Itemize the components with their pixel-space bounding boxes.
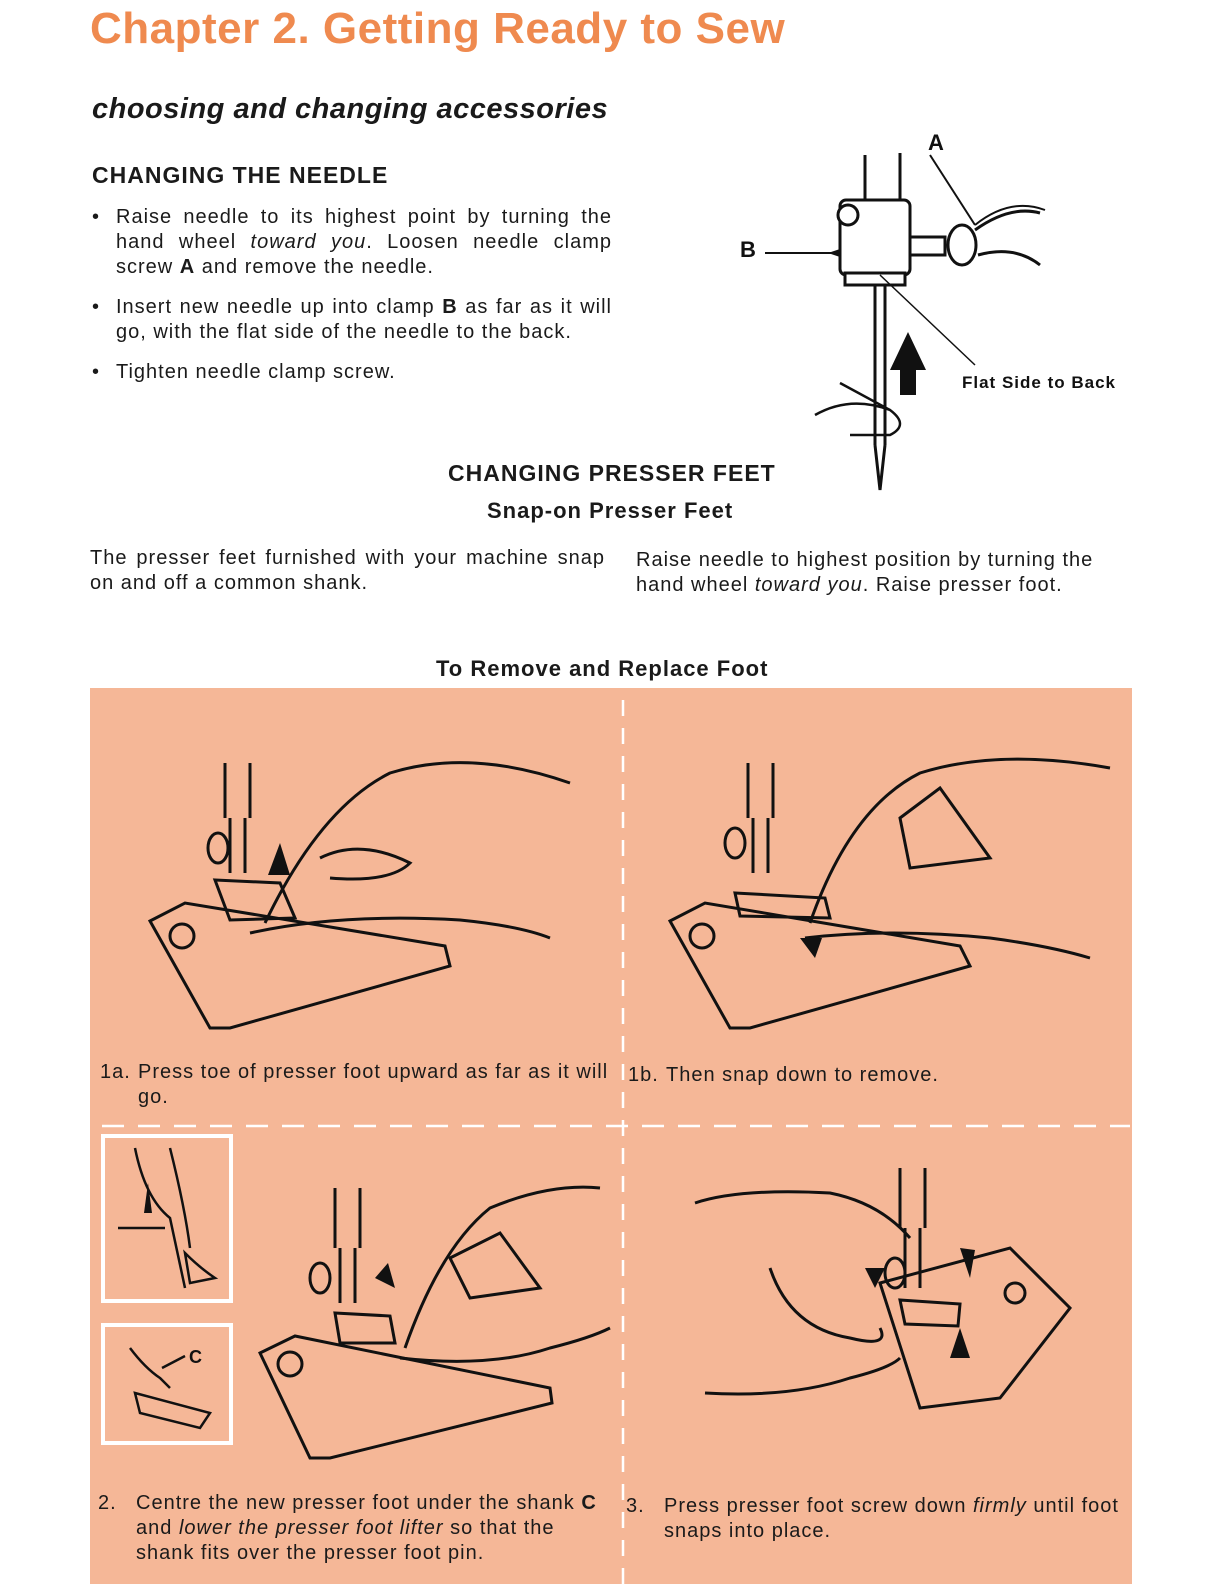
remove-replace-panel [90,688,1132,1584]
figure-label-b: B [740,237,756,262]
presser-feet-intro: The presser feet furnished with your machine snap on and off a common shank. [90,547,605,594]
caption-step-3: 3. Press presser foot screw down firmly until foot snaps into place. [626,1495,1119,1542]
caption-step-1b: 1b. Then snap down to remove. [628,1064,939,1086]
caption-step-2: 2. Centre the new presser foot under the shank C and lower the presser foot lifter so that the shank fits over the presser foot pin. [98,1492,597,1564]
caption-step-1a: 1a. Press toe of presser foot upward as far as it will go. [100,1061,609,1108]
step-1b-illustration [670,759,1110,1028]
needle-step-1: • Raise needle to its highest point by turning the hand wheel toward you. Loosen needle clamp screw A and remove the needle. [92,206,612,278]
figure-label-flat-side: Flat Side to Back [962,373,1116,392]
section-title: choosing and changing accessories [92,93,609,125]
step-1a-illustration [150,763,570,1028]
step-3-illustration [695,1168,1070,1408]
needle-heading: CHANGING THE NEEDLE [92,162,389,188]
remove-replace-heading: To Remove and Replace Foot [436,656,769,681]
bullet-icon: • [92,206,101,228]
bullet-icon: • [92,361,101,383]
chapter-title: Chapter 2. Getting Ready to Sew [90,4,786,53]
needle-clamp-illustration [740,125,1140,500]
needle-steps [92,205,612,400]
step-2-illustration [260,1187,610,1458]
presser-feet-heading: CHANGING PRESSER FEET [448,460,776,486]
bullet-icon: • [92,296,101,318]
presser-feet-instructions: Raise needle to highest position by turning the hand wheel toward you. Raise presser foot. [636,549,1094,596]
needle-step-3: • Tighten needle clamp screw. [92,361,396,383]
needle-step-2: • Insert new needle up into clamp B as far as it will go, with the flat side of the needle to the back. [92,296,612,343]
inset-label-c: C [189,1347,202,1367]
panel-illustrations [90,688,1132,1584]
figure-label-a: A [928,130,944,155]
snapon-subheading: Snap-on Presser Feet [487,498,734,523]
